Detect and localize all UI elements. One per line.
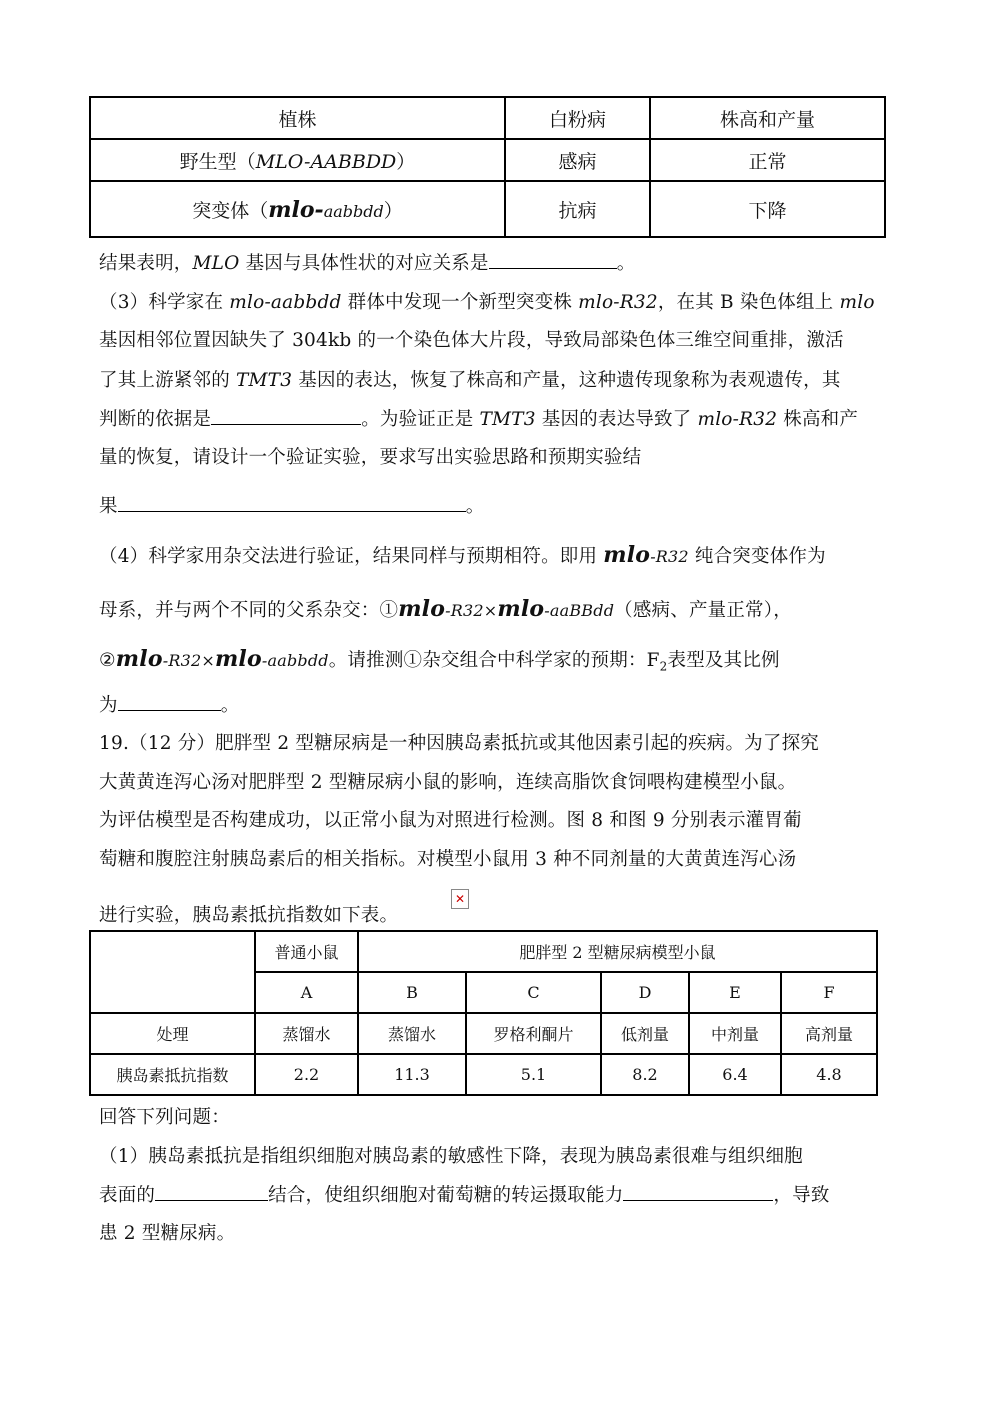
table2-treatment-a: 蒸馏水 <box>255 1013 358 1054</box>
table2-index-label: 胰岛素抵抗指数 <box>90 1054 255 1095</box>
q19-line-5: 进行实验，胰岛素抵抗指数如下表。 <box>99 905 399 926</box>
table2-treatment-d: 低剂量 <box>601 1013 689 1054</box>
q3-line-5: 量的恢复，请设计一个验证实验，要求写出实验思路和预期实验结 <box>99 447 642 468</box>
q3-line-1: （3）科学家在 mlo-aabbdd 群体中发现一个新型突变株 mlo-R32，在其 B 染色体组上 mlo <box>99 292 875 313</box>
q3-line-4: 判断的依据是 。为验证正是 TMT3 基因的表达导致了 mlo-R32 株高和产 <box>99 405 858 431</box>
q3-line-2: 基因相邻位置因缺失了 304kb 的一个染色体大片段，导致局部染色体三维空间重排，激活 <box>99 330 844 351</box>
q19-line-3: 为评估模型是否构建成功，以正常小鼠为对照进行检测。图 8 和图 9 分别表示灌胃葡 <box>99 810 802 831</box>
table1-header-yield: 株高和产量 <box>650 97 885 139</box>
answer-blank[interactable] <box>155 1182 268 1201</box>
plant-phenotype-table <box>89 96 886 238</box>
table2-treatment-e: 中剂量 <box>689 1013 781 1054</box>
table1-mutant-label: 突变体（mlo-aabbdd） <box>90 181 505 237</box>
table2-treatment-b: 蒸馏水 <box>358 1013 466 1054</box>
q3-line-3: 了其上游紧邻的 TMT3 基因的表达，恢复了株高和产量，这种遗传现象称为表观遗传，其 <box>99 370 841 391</box>
q4-line-3: ②mlo-R32×mlo-aabbdd。请推测①杂交组合中科学家的预期：$F_2$表型及其比例 <box>99 646 780 674</box>
table2-treatment-c: 罗格利酮片 <box>466 1013 601 1054</box>
q4-line-1: （4）科学家用杂交法进行验证，结果同样与预期相符。即用 mlo-R32 纯合突变体作为 <box>99 542 826 568</box>
answer-blank[interactable] <box>489 250 617 269</box>
q19-line-1: 19.（12 分）肥胖型 2 型糖尿病是一种因胰岛素抵抗或其他因素引起的疾病。为了探究 <box>99 733 819 754</box>
table1-mutant-disease: 抗病 <box>505 181 650 237</box>
table2-normal-header: 普通小鼠 <box>255 931 358 972</box>
q2-conclusion-line: 结果表明，MLO 基因与具体性状的对应关系是 。 <box>99 249 635 275</box>
table2-model-header: 肥胖型 2 型糖尿病模型小鼠 <box>358 931 877 972</box>
table2-group-c: C <box>466 972 601 1013</box>
answer-blank[interactable] <box>118 692 221 711</box>
table2-group-f: F <box>781 972 877 1013</box>
table2-index-b: 11.3 <box>358 1054 466 1095</box>
answer-blank[interactable] <box>623 1182 773 1201</box>
table2-index-c: 5.1 <box>466 1054 601 1095</box>
table1-wild-label: 野生型（MLO-AABBDD） <box>90 139 505 181</box>
answer-blank[interactable] <box>211 406 361 425</box>
q4-line-4: 为 。 <box>99 691 239 717</box>
answer-q1-line-2: 表面的 结合，使组织细胞对葡萄糖的转运摄取能力 ，导致 <box>99 1181 830 1207</box>
table2-index-e: 6.4 <box>689 1054 781 1095</box>
answer-intro: 回答下列问题： <box>99 1107 230 1128</box>
answer-q1-line-1: （1）胰岛素抵抗是指组织细胞对胰岛素的敏感性下降，表现为胰岛素很难与组织细胞 <box>99 1146 803 1167</box>
answer-q1-line-3: 患 2 型糖尿病。 <box>99 1223 236 1244</box>
answer-blank[interactable] <box>118 493 466 512</box>
table2-group-e: E <box>689 972 781 1013</box>
table1-wild-yield: 正常 <box>650 139 885 181</box>
table1-mutant-yield: 下降 <box>650 181 885 237</box>
table1-wild-disease: 感病 <box>505 139 650 181</box>
table1-header-plant: 植株 <box>90 97 505 139</box>
broken-image-icon: ✕ <box>451 889 469 909</box>
q19-line-2: 大黄黄连泻心汤对肥胖型 2 型糖尿病小鼠的影响，连续高脂饮食饲喂构建模型小鼠。 <box>99 772 797 793</box>
table2-group-a: A <box>255 972 358 1013</box>
insulin-resistance-table <box>89 930 878 1096</box>
table1-header-disease: 白粉病 <box>505 97 650 139</box>
table2-index-d: 8.2 <box>601 1054 689 1095</box>
table2-treatment-label: 处理 <box>90 1013 255 1054</box>
q19-line-4: 萄糖和腹腔注射胰岛素后的相关指标。对模型小鼠用 3 种不同剂量的大黄黄连泻心汤 <box>99 849 797 870</box>
table2-index-f: 4.8 <box>781 1054 877 1095</box>
q3-line-6: 果 。 <box>99 492 484 518</box>
q4-line-2: 母系，并与两个不同的父系杂交：①mlo-R32×mlo-aaBBdd（感病、产量正常）， <box>99 596 792 622</box>
table2-treatment-f: 高剂量 <box>781 1013 877 1054</box>
table2-group-b: B <box>358 972 466 1013</box>
table2-index-a: 2.2 <box>255 1054 358 1095</box>
table2-group-d: D <box>601 972 689 1013</box>
table2-corner-cell <box>90 931 255 1013</box>
